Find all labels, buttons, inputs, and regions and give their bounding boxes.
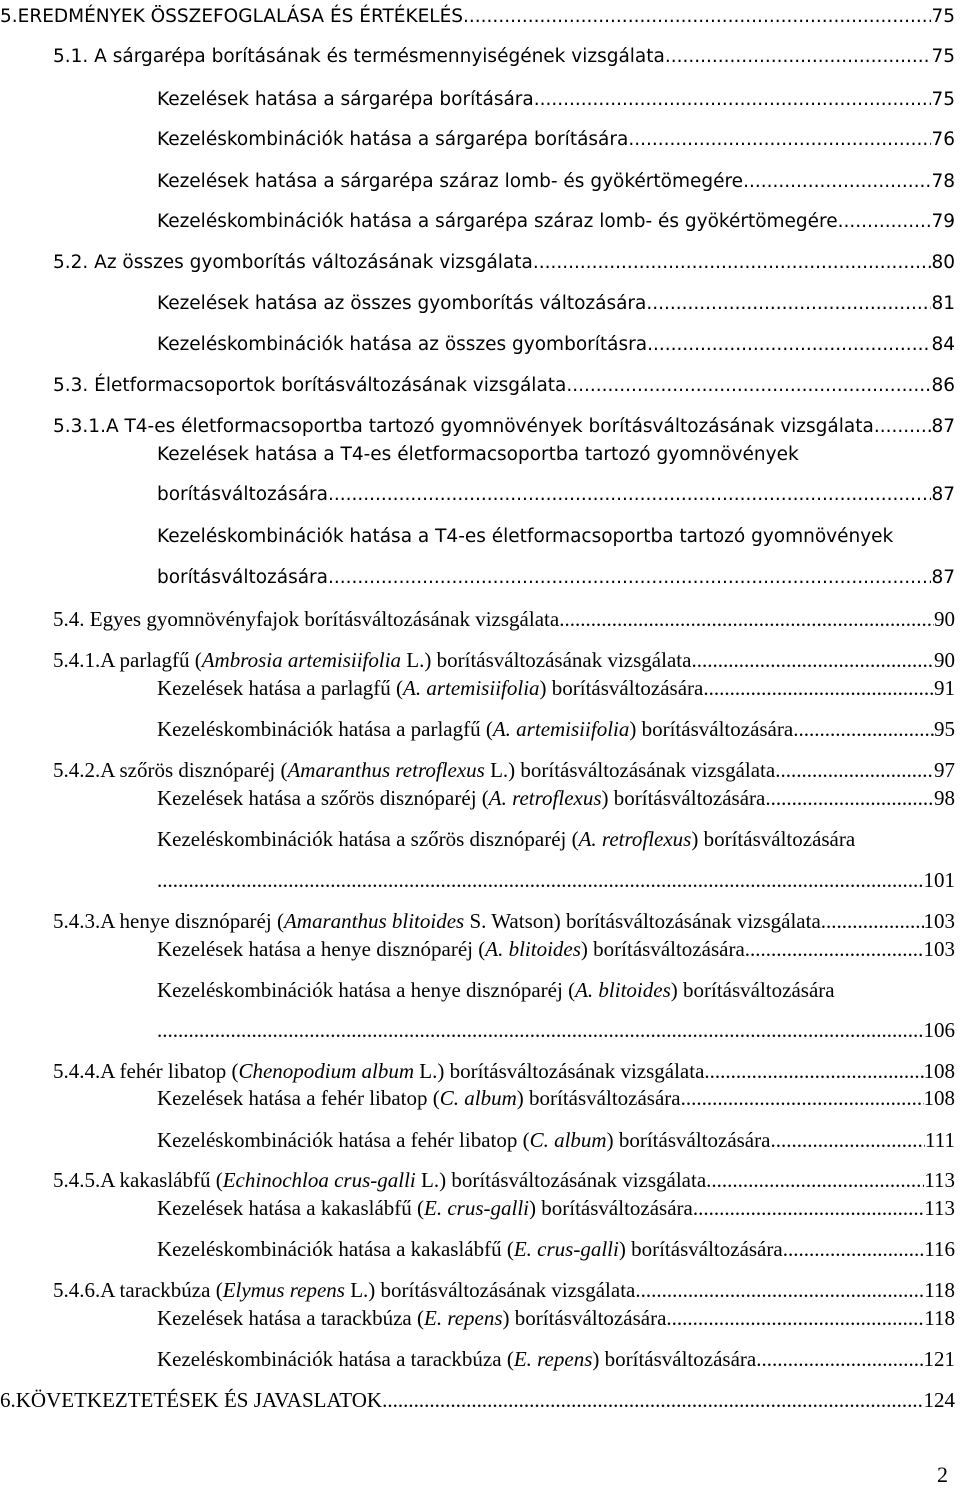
dot-leader <box>534 86 932 114</box>
toc-entry-title <box>157 1235 783 1263</box>
toc-title-text: ) borításváltozására <box>670 978 835 1002</box>
toc-entry-title <box>53 413 874 441</box>
dot-leader <box>793 715 934 743</box>
dot-leader <box>821 907 924 935</box>
toc-title-text: Kezelések hatása a henye disznóparéj ( <box>157 937 486 961</box>
toc-page-number: 86 <box>931 375 955 396</box>
toc-title-text: 5.4.6.A tarackbúza ( <box>53 1278 223 1302</box>
toc-title-italic: Amaranthus retroflexus <box>287 758 485 782</box>
toc-entry-5-4-4-b[interactable] <box>157 1126 955 1154</box>
toc-title-text: ) borításváltozására <box>629 717 794 741</box>
toc-title-text: 6.KÖVETKEZTETÉSEK ÉS JAVASLATOK <box>0 1388 383 1412</box>
toc-title-text: 5.1. A sárgarépa borításának és termésmennyiségének vizsgálata <box>53 46 665 67</box>
toc-entry-title <box>53 372 566 400</box>
dot-leader <box>693 1194 924 1222</box>
toc-entry-5[interactable] <box>0 3 955 31</box>
toc-title-text: 5.4.4.A fehér libatop ( <box>53 1059 239 1083</box>
toc-entry-title <box>157 825 855 853</box>
toc-title-italic: A. retroflexus <box>578 827 692 851</box>
toc-title-text: borításváltozására <box>157 567 328 588</box>
toc-title-text: ) borításváltozására <box>539 676 704 700</box>
toc-title-text: Kezelések hatása a fehér libatop ( <box>157 1086 440 1110</box>
toc-title-italic: Amaranthus blitoides <box>283 909 465 933</box>
toc-title-text: ) borításváltozására <box>516 1086 681 1110</box>
toc-entry-title <box>157 523 893 551</box>
dot-leader <box>628 126 931 154</box>
toc-title-text: 5.4.1.A parlagfű ( <box>53 648 202 672</box>
toc-title-text: Kezeléskombinációk hatása a henye disznóparéj ( <box>157 978 576 1002</box>
toc-page-number: 116 <box>924 1237 955 1261</box>
toc-entry-title <box>157 1304 666 1332</box>
toc-title-italic: C. album <box>529 1128 607 1152</box>
toc-entry-title <box>157 86 534 114</box>
toc-page-number: 84 <box>931 334 955 355</box>
toc-title-text: 5.EREDMÉNYEK ÖSSZEFOGLALÁSA ÉS ÉRTÉKELÉS <box>0 6 464 27</box>
toc-page-number: 113 <box>924 1168 955 1192</box>
toc-entry-5-4-1[interactable] <box>53 646 955 674</box>
toc-entry-5-4-5[interactable] <box>53 1166 955 1194</box>
toc-entry-5-4-2-b2[interactable] <box>157 866 955 894</box>
toc-title-text: L.) borításváltozásának vizsgálata <box>344 1278 636 1302</box>
toc-entry-title <box>157 168 743 196</box>
toc-entry-title <box>157 674 703 702</box>
toc-title-text: Kezelések hatása a sárgarépa száraz lomb- és gyökértömegére <box>157 171 744 192</box>
toc-page-number: 97 <box>934 758 955 782</box>
dot-leader <box>533 249 932 277</box>
toc-entry-title <box>0 1386 382 1414</box>
dot-leader <box>328 481 931 509</box>
toc-entry-5-4-1-b[interactable] <box>157 715 955 743</box>
toc-title-text: L.) borításváltozásának vizsgálata <box>414 1059 705 1083</box>
toc-page-number: 124 <box>923 1388 955 1412</box>
toc-title-text: Kezelések hatása az összes gyomborítás változására <box>157 293 647 314</box>
toc-title-text: Kezelések hatása a T4-es életformacsoportba tartozó gyomnövények <box>157 444 799 465</box>
toc-title-text: 5.2. Az összes gyomborítás változásának vizsgálata <box>53 252 533 273</box>
toc-entry-title <box>0 3 463 31</box>
toc-title-italic: C. album <box>439 1086 517 1110</box>
toc-title-text: Kezelések hatása a sárgarépa borítására <box>157 89 534 110</box>
toc-page-number: 75 <box>931 46 955 67</box>
toc-entry-title <box>157 1084 681 1112</box>
toc-title-italic: E. crus-galli <box>513 1237 619 1261</box>
toc-entry-title <box>157 784 765 812</box>
toc-page-number: 90 <box>934 648 955 672</box>
toc-title-text: borításváltozására <box>157 484 328 505</box>
toc-page-number: 111 <box>925 1128 955 1152</box>
toc-title-text: Kezelések hatása a kakaslábfű ( <box>157 1196 425 1220</box>
toc-entry-5-2-a[interactable] <box>157 290 955 318</box>
toc-entry-5-4-2[interactable] <box>53 756 955 784</box>
toc-page-number: 79 <box>931 211 955 232</box>
toc-title-italic: E. repens <box>513 1347 593 1371</box>
toc-title-italic: A. blitoides <box>485 937 581 961</box>
toc-title-text: Kezeléskombinációk hatása a szőrös disznóparéj ( <box>157 827 579 851</box>
dot-leader <box>703 674 934 702</box>
toc-page-number: 98 <box>934 786 955 810</box>
toc-title-text: Kezeléskombinációk hatása az összes gyomborításra <box>157 334 648 355</box>
toc-title-italic: Chenopodium album <box>238 1059 415 1083</box>
toc-title-text: Kezeléskombinációk hatása a T4-es életformacsoportba tartozó gyomnövények <box>157 526 894 547</box>
toc-page-number: 118 <box>924 1278 955 1302</box>
dot-leader <box>566 372 931 400</box>
toc-title-italic: A. artemisiifolia <box>403 676 540 700</box>
toc-title-text: Kezeléskombinációk hatása a parlagfű ( <box>157 717 493 741</box>
toc-entry-title <box>53 43 665 71</box>
dot-leader <box>704 1057 923 1085</box>
toc-entry-5-4[interactable] <box>53 605 955 633</box>
dot-leader <box>559 605 934 633</box>
toc-entry-5-4-5-b[interactable] <box>157 1235 955 1263</box>
toc-entry-6[interactable] <box>0 1386 955 1414</box>
toc-entry-title <box>157 1126 770 1154</box>
toc-title-text: ) borításváltozására <box>502 1306 667 1330</box>
dot-leader <box>647 331 931 359</box>
toc-page-number: 75 <box>931 6 955 27</box>
toc-entry-title <box>157 481 328 509</box>
toc-page-number: 95 <box>934 717 955 741</box>
dot-leader <box>328 564 931 592</box>
dot-leader <box>157 866 924 894</box>
toc-entry-5-4-6-a[interactable] <box>157 1304 955 1332</box>
toc-page-number: 90 <box>934 607 955 631</box>
toc-entry-title <box>53 605 559 633</box>
toc-entry-title <box>157 208 838 236</box>
toc-title-text: 5.4.5.A kakaslábfű ( <box>53 1168 223 1192</box>
toc-entry-title <box>157 976 835 1004</box>
toc-title-text: ) borításváltozására <box>618 1237 783 1261</box>
toc-title-italic: A. artemisiifolia <box>492 717 630 741</box>
dot-leader <box>646 290 931 318</box>
toc-page-number: 81 <box>931 293 955 314</box>
toc-page-number: 106 <box>923 1018 955 1042</box>
toc-page-number: 80 <box>931 252 955 273</box>
dot-leader <box>382 1386 923 1414</box>
toc-page-number: 108 <box>923 1059 955 1083</box>
toc-page-number: 103 <box>923 937 955 961</box>
toc-entry-title <box>53 1166 706 1194</box>
toc-page-number: 121 <box>923 1347 955 1371</box>
toc-title-text: Kezeléskombinációk hatása a sárgarépa száraz lomb- és gyökértömegére <box>157 211 838 232</box>
toc-page-number: 87 <box>931 484 955 505</box>
dot-leader <box>743 168 931 196</box>
toc-entry-title <box>157 1345 756 1373</box>
toc-page-number: 113 <box>924 1196 955 1220</box>
toc-title-text: ) borításváltozására <box>606 1128 771 1152</box>
toc-title-text: L.) borításváltozásának vizsgálata <box>484 758 776 782</box>
toc-title-text: L.) borításváltozásának vizsgálata <box>415 1168 707 1192</box>
dot-leader <box>666 1304 924 1332</box>
toc-entry-title <box>157 564 328 592</box>
toc-entry-5-4-2-a[interactable] <box>157 784 955 812</box>
toc-title-text: Kezeléskombinációk hatása a kakaslábfű ( <box>157 1237 514 1261</box>
toc-title-text: Kezelések hatása a parlagfű ( <box>157 676 404 700</box>
toc-page-number: 101 <box>923 868 955 892</box>
dot-leader <box>874 413 932 441</box>
toc-title-italic: A. blitoides <box>575 978 671 1002</box>
page-number: 2 <box>937 1462 948 1487</box>
dot-leader <box>635 1276 924 1304</box>
toc-entry-5-3-1[interactable] <box>53 413 955 441</box>
toc-title-italic: E. repens <box>424 1306 503 1330</box>
toc-entry-title <box>157 331 647 359</box>
toc-entry-5-1-d[interactable] <box>157 208 955 236</box>
toc-entry-5-1-b[interactable] <box>157 126 955 154</box>
toc-title-text: 5.4. Egyes gyomnövényfajok borításváltozásának vizsgálata <box>53 607 560 631</box>
toc-title-text: Kezeléskombinációk hatása a fehér libatop ( <box>157 1128 530 1152</box>
toc-entry-5-4-1-a[interactable] <box>157 674 955 702</box>
toc-page-number: 103 <box>923 909 955 933</box>
toc-title-text: ) borításváltozására <box>601 786 766 810</box>
toc-entry-5-4-3-a[interactable] <box>157 935 955 963</box>
dot-leader <box>157 1016 924 1044</box>
toc-entry-title <box>157 715 793 743</box>
toc-entry-title <box>53 1276 635 1304</box>
toc-entry-5-3-1-b2[interactable] <box>157 564 955 592</box>
dot-leader <box>745 935 924 963</box>
toc-page-number: 87 <box>931 567 955 588</box>
dot-leader <box>706 1166 924 1194</box>
toc-entry-5-1-a[interactable] <box>157 86 955 114</box>
toc-title-text: ) borításváltozására <box>691 827 856 851</box>
toc-entry-title <box>157 126 628 154</box>
toc-title-text: ) borításváltozására <box>592 1347 757 1371</box>
toc-entry-5-1[interactable] <box>53 43 955 71</box>
toc-page-number: 76 <box>931 129 955 150</box>
toc-title-text: ) borításváltozására <box>529 1196 693 1220</box>
toc-entry-5-4-5-a[interactable] <box>157 1194 955 1222</box>
toc-entry-5-2-b[interactable] <box>157 331 955 359</box>
toc-title-text: S. Watson) borításváltozásának vizsgálata <box>464 909 821 933</box>
dot-leader <box>783 1235 925 1263</box>
toc-page-number: 91 <box>934 676 955 700</box>
toc-entry-5-3[interactable] <box>53 372 955 400</box>
dot-leader <box>691 646 934 674</box>
toc-entry-5-1-c[interactable] <box>157 168 955 196</box>
toc-title-text: 5.3. Életformacsoportok borításváltozásának vizsgálata <box>53 375 567 396</box>
toc-entry-title <box>157 290 646 318</box>
toc-entry-5-4-4[interactable] <box>53 1057 955 1085</box>
dot-leader <box>665 43 932 71</box>
dot-leader <box>765 784 934 812</box>
toc-title-italic: Echinochloa crus-galli <box>222 1168 416 1192</box>
toc-entry-5-4-3[interactable] <box>53 907 955 935</box>
toc-page-number: 75 <box>931 89 955 110</box>
toc-page-number: 78 <box>931 171 955 192</box>
toc-entry-5-4-3-b2[interactable] <box>157 1016 955 1044</box>
toc-entry-5-3-1-a2[interactable] <box>157 481 955 509</box>
toc-title-text: 5.4.3.A henye disznóparéj ( <box>53 909 284 933</box>
dot-leader <box>681 1084 924 1112</box>
toc-title-italic: Ambrosia artemisiifolia <box>201 648 402 672</box>
toc-title-italic: Elymus repens <box>222 1278 345 1302</box>
toc-entry-title <box>53 756 775 784</box>
toc-title-text: L.) borításváltozásának vizsgálata <box>401 648 692 672</box>
toc-title-text: Kezeléskombinációk hatása a sárgarépa borítására <box>157 129 629 150</box>
toc-title-text: 5.4.2.A szőrös disznóparéj ( <box>53 758 288 782</box>
toc-entry-title <box>53 907 821 935</box>
toc-entry-5-3-1-b1[interactable] <box>157 523 955 551</box>
toc-entry-title <box>53 249 533 277</box>
toc-entry-5-4-6-b[interactable] <box>157 1345 955 1373</box>
toc-entry-title <box>53 646 691 674</box>
toc-title-text: Kezelések hatása a tarackbúza ( <box>157 1306 424 1330</box>
toc-entry-5-3-1-a1[interactable] <box>157 441 955 469</box>
dot-leader <box>775 756 934 784</box>
toc-entry-title <box>157 1194 693 1222</box>
toc-entry-title <box>53 1057 704 1085</box>
toc-entry-5-2[interactable] <box>53 249 955 277</box>
toc-title-italic: A. retroflexus <box>488 786 602 810</box>
toc-entry-5-4-3-b1[interactable] <box>157 976 955 1004</box>
toc-title-text: Kezelések hatása a szőrös disznóparéj ( <box>157 786 489 810</box>
toc-title-text: Kezeléskombinációk hatása a tarackbúza ( <box>157 1347 514 1371</box>
toc-title-italic: E. crus-galli <box>424 1196 530 1220</box>
toc-page-number: 87 <box>931 416 955 437</box>
toc-title-text: ) borításváltozására <box>580 937 745 961</box>
toc-entry-title <box>157 441 799 469</box>
toc-page-number: 118 <box>924 1306 955 1330</box>
dot-leader <box>463 3 931 31</box>
dot-leader <box>756 1345 923 1373</box>
toc-title-text: 5.3.1.A T4-es életformacsoportba tartozó gyomnövények borításváltozásának vizsgálata <box>53 416 874 437</box>
dot-leader <box>770 1126 925 1154</box>
toc-entry-5-4-4-a[interactable] <box>157 1084 955 1112</box>
toc-page-number: 108 <box>923 1086 955 1110</box>
toc-entry-5-4-2-b1[interactable] <box>157 825 955 853</box>
toc-entry-5-4-6[interactable] <box>53 1276 955 1304</box>
dot-leader <box>838 208 932 236</box>
toc-entry-title <box>157 935 745 963</box>
